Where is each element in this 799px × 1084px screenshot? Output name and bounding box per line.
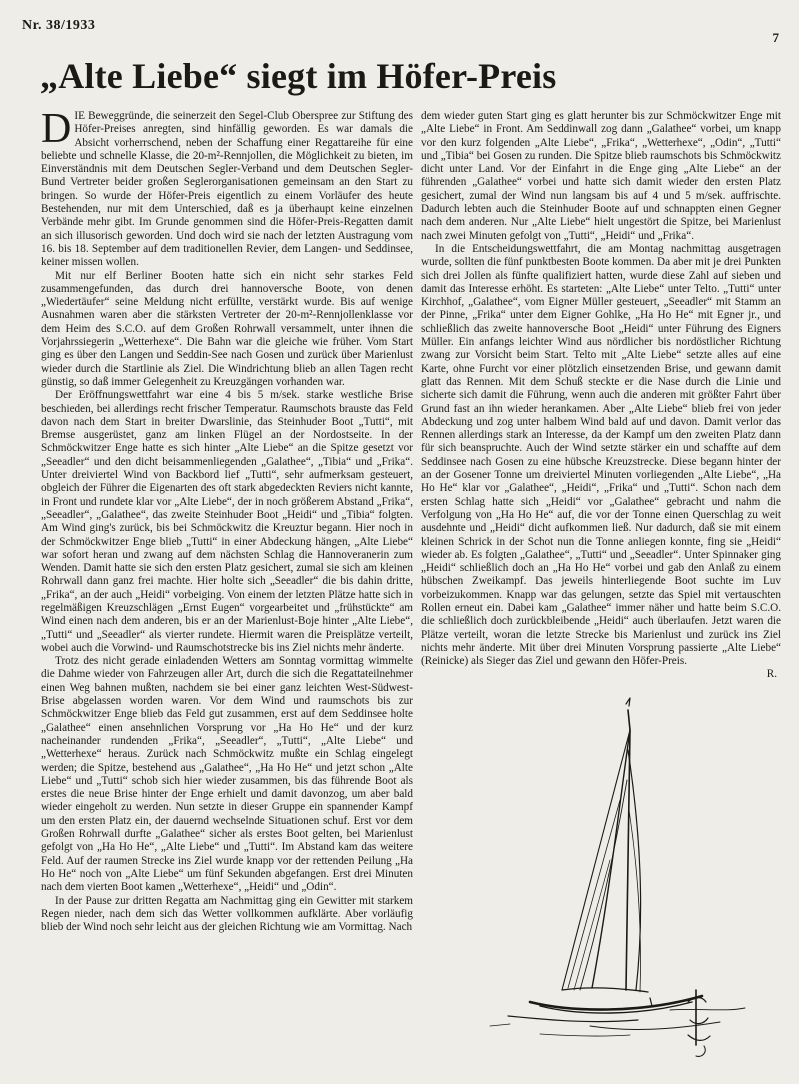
article-paragraph: dem wieder guten Start ging es glatt herunter bis zur Schmöckwitzer Enge mit „Alte Liebe“ in Front. Am Seddinwall zog dann „Galathee“ vorbei, um knapp vor den kurz folgenden „Alte Liebe“, „Frika“, „Wetterhexe“, „Odin“, „Tutti“ und „Tibia“ bei Gosen zu runden. Die Spitze blieb raumschots bis Schmöckwitz dicht unter Land. Vor der Einfahrt in die Enge ging „Alte Liebe“ an der führenden „Galathee“ vorbei und hatte sich damit wieder den ersten Platz gesichert, zumal der Wind nun langsam bis auf 4 und 5 m/sek. auffrischte. Dadurch lebten auch die Steinhuder Boote auf und schnappten einen Gegner nach dem anderen. Nur „Alte Liebe“ hielt ungestört die Spitze, bei Marienlust nach zwei Minuten gefolgt von „Tutti“, „Heidi“ und „Frika“. — [421, 110, 781, 242]
article-headline: „Alte Liebe“ siegt im Höfer-Preis — [40, 56, 557, 96]
article-column-left — [41, 110, 413, 1065]
article-paragraph: Trotz des nicht gerade einladenden Wetters am Sonntag vormittag wimmelte die Dahme wieder von Fahrzeugen aller Art, durch die sich die Regattateilnehmer einen Weg bahnen mußten, nachdem sie bei einer ganz leichten West-Südwest-Brise abgelassen worden waren. Vor dem Wind und raumschots bis zur Schmöckwitzer Enge blieb das Feld gut zusammen, erst auf dem Seddinsee holte „Galathee“ einen ansehnlichen Vorsprung vor „Ha Ho He“ und der kurz nacheinander rundenden „Frika“, „Seeadler“, „Tutti“, „Alte Liebe“ und „Wetterhexe“ heraus. Zurück nach Schmöckwitz mußte ein Schlag eingelegt werden; die Spitze, bestehend aus „Galathee“, „Ha Ho He“ und jetzt schon „Alte Liebe“ und „Tutti“ schob sich hier wieder zusammen, bis das führende Boot als erstes die neue Brise hinter der Enge erhielt und damit davonzog, um aber bald wieder eingeholt zu werden. Nun setzte in dieser Gruppe ein spannender Kampf um den ersten Platz ein, der dauernd wechselnde Situationen schuf. Erst vor dem Großen Rohrwall durfte „Galathee“ sicher als erstes Boot gelten, bei Marienlust gefolgt von „Ha Ho He“, „Alte Liebe“ und „Tutti“. Im Abstand kam das weitere Feld. Auf der raumen Strecke ins Ziel wurde knapp vor der rettenden Peilung „Ha Ho He“ noch von „Alte Liebe“ um fünf Sekunden abgefangen. Erst drei Minuten nach dem vierten Boot kamen „Wetterhexe“, „Heidi“ und „Odin“. — [41, 655, 413, 894]
issue-number: Nr. 38/1933 — [22, 18, 96, 33]
article-paragraph: DIE Beweggründe, die seinerzeit den Segel-Club Oberspree zur Stiftung des Höfer-Preises anregten, sind hinfällig geworden. Es war damals die Absicht vorherrschend, neben der Schaffung einer Regattareihe für eine beliebte und schnelle Klasse, die 20-m²-Rennjollen, die Möglichkeit zu bieten, im Einverständnis mit dem Deutschen Segler-Verband und dem Deutschen Segler-Bund Vertreter beider großen Seglerorganisationen gemeinsam an den Start zu bringen. So wurde der Höfer-Preis eigentlich zu einem Vorläufer des heute Bestehenden, nur mit dem Unterschied, daß es ja überhaupt keine einzelnen Verbände mehr gibt. Im Grunde genommen sind die Höfer-Preis-Regatten damit an sich illusorisch geworden. Und doch wird sie nach der letzten Austragung vom 16. bis 18. September auf dem traditionellen Revier, dem Langen- und Seddinsee, keiner missen wollen. — [41, 110, 413, 269]
page-header — [22, 18, 779, 45]
article-paragraph: In die Entscheidungswettfahrt, die am Montag nachmittag ausgetragen wurde, sollten die fünf punktbesten Boote kommen. Da aber mit je drei Punkten sich drei Jollen als fünfte qualifiziert hatten, wurde diese Zahl auf sieben und damit das Interesse erhöht. Es starteten: „Alte Liebe“ unter Telto. „Tutti“ unter Kirchhof, „Galathee“, vom Eigner Müller gesteuert, „Seeadler“ mit Stamm an der Pinne, „Frika“ unter dem Eigner Gohlke, „Ha Ho He“ mit Egner jr., und schließlich das zweite hannoversche Boot „Heidi“ unter Führung des Eigners Müller. Ein anfangs leichter Wind aus nördlicher bis nordöstlicher Richtung zwang zur Vorsicht beim Start. Telto mit „Alte Liebe“ setzte alles auf eine Karte, ohne Furcht vor einer plötzlich einsetzenden Brise, und gewann damit glatt das Rennen. Mit dem Schuß steckte er die Nase durch die Linie und sicherte sich damit die Führung, wenn auch die anderen mit größter Fahrt über Grund fast an ihn wieder herankamen. Aber „Alte Liebe“ blieb frei von jeder Abdeckung und zog unter halbem Wind bald auf und davon. Damit verlor das Rennen allerdings stark an Interesse, da der Kampf um den zweiten Platz dann für sich beanspruchte. Auch der Wind setzte stärker ein und schaffte auf dem Seddinsee nach Gosen zu eine hübsche Kreuzstrecke. Diese begann hinter der an der Gosener Tonne um dreiviertel Minuten vorliegenden „Alte Liebe“, „Ha Ho He“ klar vor „Galathee“, „Heidi“, „Frika“ und „Tutti“. Schon nach dem ersten Schlag hatte sich „Heidi“ vor „Galathee“ gebracht und nahm die Verfolgung von „Ha Ho He“ auf, die vor der Tonne einen Querschlag zu weit ausdehnte und „Heidi“ dicht aufkommen ließ. Nur dadurch, daß sie mit einem kleinen Schrick in der Schot nun die Tonne anliegen konnte, fing sie „Heidi“ wieder ab. Es folgten „Galathee“, „Tutti“ und „Seeadler“. Unter Spinnaker ging „Heidi“ schließlich doch an „Ha Ho He“ vorbei und gab den Anlaß zu einem hübschen Zweikampf. Das jeweils hinterliegende Boot suchte im Luv vorbeizukommen. Knapp war das gelungen, setzte das Spiel mit vertauschten Rollen erneut ein. Dabei kam „Galathee“ immer näher und hatte beim S.C.O. die schließlich doch zurückbleibende „Heidi“ auch überlaufen. Jetzt waren die Plätze verteilt, woran die letzte Strecke bis Marienlust und zurück ins Ziel nichts mehr änderte. Mit über drei Minuten Vorsprung passierte „Alte Liebe“ (Reinicke) als Sieger das Ziel und gewann den Höfer-Preis. — [421, 242, 781, 668]
page-number: 7 — [772, 30, 779, 45]
sailboat-sketch-icon — [470, 690, 770, 1070]
article-paragraph: Mit nur elf Berliner Booten hatte sich ein nicht sehr starkes Feld zusammengefunden, das durch drei hannoversche Boote, von denen „Wiedertäufer“ seine Meldung nicht erfüllte, verstärkt wurde. Bis auf wenige Ausnahmen waren aber die stärksten Vertreter der 20-m²-Rennjollenklasse vor dem Heim des S.C.O. auf dem Großen Rohrwall versammelt, unter ihnen die Vorjahrssiegerin „Wetterhexe“. Die Bahn war die gleiche wie früher. Vom Start ging es über den Langen und Seddin-See nach Gosen und zurück über Marienlust wieder durch die Startlinie als Ziel. Die Windrichtung blieb an allen Tagen recht günstig, so daß immer Gelegenheit zu Kreuzgängen vorhanden war. — [41, 269, 413, 388]
article-paragraph: In der Pause zur dritten Regatta am Nachmittag ging ein Gewitter mit starkem Regen nieder, nach dem sich das Wetter vollkommen aufklärte. Aber vorläufig blieb der Wind noch sehr leicht aus der gleichen Richtung wie am Vormittag. Nach — [41, 894, 413, 934]
article-paragraph: Der Eröffnungswettfahrt war eine 4 bis 5 m/sek. starke westliche Brise beschieden, bei allerdings recht frischer Temperatur. Raumschots brauste das Feld davon nach dem Start in breiter Dwarslinie, das Steinhuder Boot „Tutti“, mit Bremse ausgerüstet, ganz am linken Flügel an der Nordostseite. In der Schmöckwitzer Enge hatte es sich hinter „Alte Liebe“ an die Spitze gesetzt vor „Seeadler“ und den dicht beisammenliegenden „Galathee“, „Tibia“ und „Frika“. Unter dreiviertel Wind von Backbord lief „Tutti“, sehr aufmerksam gesteuert, obgleich der Führer die Eigenarten des oft stark abgedeckten Reviers nicht kannte, in Front und rundete klar vor „Alte Liebe“, der in noch größerem Abstand „Frika“, „Seeadler“, „Galathee“, das zweite Steinhuder Boot „Heidi“ und „Tibia“ folgten. Am Wind ging's zurück, bis bei Schmöckwitz die Kreuztur begann. Hier noch in der Schmöckwitzer Enge blieb „Tutti“ in einer Abdeckung hängen, „Alte Liebe“ war sofort heran und zwang auf dem nächsten Schlag die Hannoveranerin zum Wenden. Damit hatte sie sich den ersten Platz gesichert, zumal sie sich am kleinen Rohrwall dann ganz frei machte. Hier holte sich „Seeadler“ die bis dahin dritte, „Frika“, an der auch „Heidi“ vorbeiging. Von einem der letzten Plätze hatte sich in regelmäßigen Kreuzschlägen „Ernst Eugen“ vorgearbeitet und „frühstückte“ am Wind einen nach dem anderen, bis er an der Marienlust-Boje hinter „Alte Liebe“, „Tutti“ und „Seeadler“ als vierter rundete. Hiermit waren die Preisplätze verteilt, wobei auch die Vorwind- und Raumschotstrecke bis ins Ziel nichts mehr änderte. — [41, 389, 413, 654]
drop-cap: D — [41, 110, 72, 152]
author-signature: R. — [766, 668, 777, 681]
